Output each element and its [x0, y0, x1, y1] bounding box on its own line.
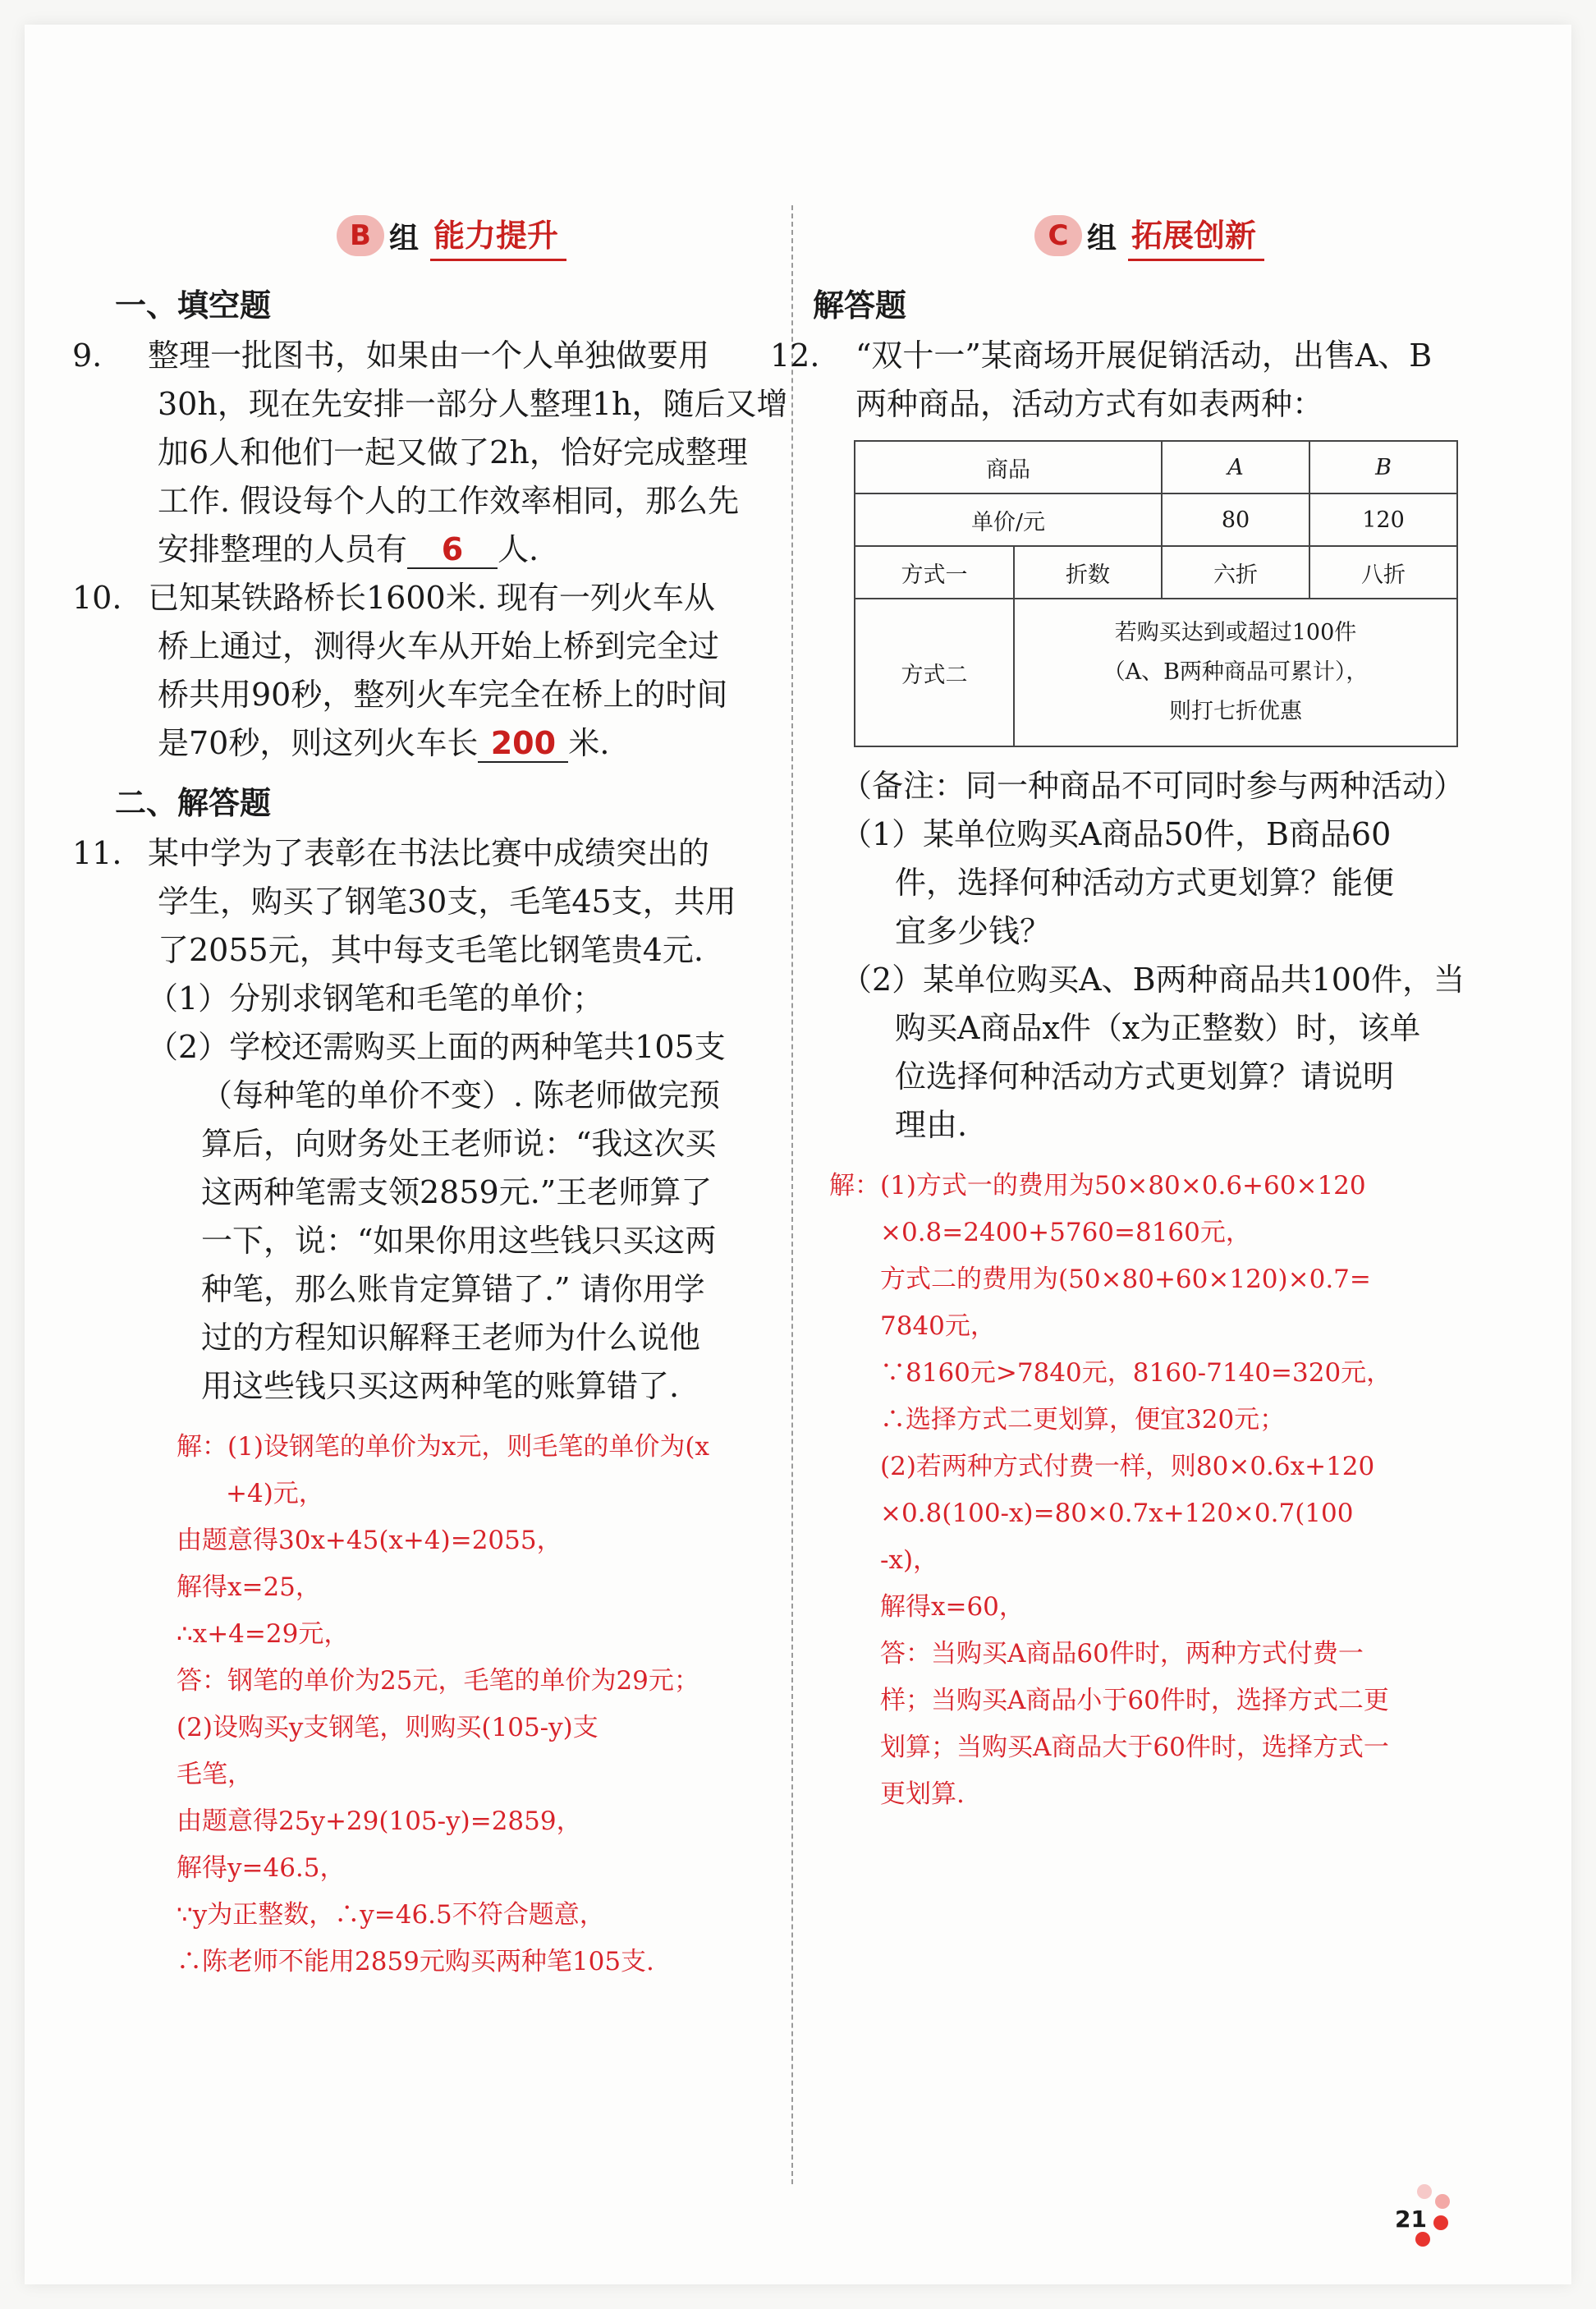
solution-line: 7840元， [880, 1311, 996, 1341]
table-header-goods: 商品 [855, 441, 1162, 493]
solution-line: 划算；当购买A商品大于60件时，选择方式一 [880, 1733, 1389, 1762]
solution-line: (2)若两种方式付费一样，则80×0.6x+120 [880, 1452, 1375, 1481]
question-11 [72, 829, 788, 1411]
promotion-table [854, 440, 1458, 747]
solution-line: 解：(1)方式一的费用为50×80×0.6+60×120 [829, 1171, 1366, 1200]
solution-line: ∴陈老师不能用2859元购买两种笔105支. [177, 1947, 654, 1976]
solution-line: 毛笔， [177, 1760, 253, 1789]
solution-line: 由题意得30x+45(x+4)=2055， [177, 1526, 562, 1555]
table-price-label: 单价/元 [855, 493, 1162, 546]
table-method2-line1: 若购买达到或超过100件 [1114, 620, 1357, 645]
table-method1-b: 八折 [1309, 546, 1457, 599]
q11-sub2-line: 一下，说：“如果你用这些钱只买这两 [201, 1223, 717, 1259]
table-method2-label: 方式二 [855, 599, 1014, 746]
q12-solution [813, 1163, 1486, 1818]
question-9 [72, 332, 788, 574]
q11-sub2-line: （2）学校还需购买上面的两种笔共105支 [147, 1029, 726, 1065]
table-method2-line3: 则打七折优惠 [1169, 699, 1302, 724]
q11-sub2-line: 过的方程知识解释王老师为什么说他 [201, 1320, 701, 1356]
q9-line3: 加6人和他们一起又做了2h，恰好完成整理 [158, 434, 748, 471]
solution-line: 解得y=46.5， [177, 1853, 346, 1883]
solution-line: 答：当购买A商品60件时，两种方式付费一 [880, 1639, 1364, 1669]
solution-line: ∴x+4=29元， [177, 1619, 350, 1649]
q10-line2: 桥上通过，测得火车从开始上桥到完全过 [158, 628, 720, 664]
q10-answer-blank: 200 [478, 725, 568, 763]
solution-line: +4)元， [226, 1479, 324, 1508]
solution-line: 由题意得25y+29(105-y)=2859， [177, 1806, 582, 1836]
solution-line: 解得x=25， [177, 1572, 321, 1602]
q11-sub2-line: 用这些钱只买这两种笔的账算错了. [201, 1368, 680, 1404]
solution-line: 解得x=60， [880, 1592, 1025, 1622]
group-b-title [115, 209, 788, 262]
solution-line: 方式二的费用为(50×80+60×120)×0.7= [880, 1265, 1371, 1294]
decor-dot-icon [1435, 2194, 1450, 2209]
section-solve: 二、解答题 [115, 785, 272, 821]
q12-number: 12. [770, 337, 820, 374]
decor-dot-icon [1415, 2232, 1430, 2247]
q11-sub2-line: 种笔，那么账肯定算错了.” 请你用学 [201, 1271, 705, 1307]
q9-number: 9. [72, 337, 103, 374]
q9-line5b: 人. [498, 531, 539, 567]
page-number: 21 [1395, 2206, 1427, 2233]
table-method2-line2: （A、B两种商品可累计）， [1103, 659, 1369, 685]
solution-line: (2)设购买y支钢笔，则购买(105-y)支 [177, 1713, 598, 1742]
q11-line1: 某中学为了表彰在书法比赛中成绩突出的 [148, 835, 710, 871]
table-header-b: B [1309, 441, 1457, 493]
solution-line: ∵8160元>7840元，8160-7140=320元， [880, 1358, 1392, 1388]
group-b-name: 能力提升 [430, 210, 566, 261]
solution-line: ∴选择方式二更划算，便宜320元； [880, 1405, 1286, 1435]
q11-solution [115, 1424, 788, 1985]
q9-answer-blank: 6 [407, 531, 498, 569]
solution-line: ×0.8(100-x)=80×0.7x+120×0.7(100 [880, 1499, 1354, 1528]
q12-sub2-line: 购买A商品x件（x为正整数）时，该单 [895, 1010, 1421, 1046]
q10-line4a: 是70秒，则这列火车长 [158, 725, 479, 761]
table-method2-desc [1014, 599, 1457, 746]
section-fill-blank: 一、填空题 [115, 287, 272, 324]
solution-line: 更划算. [880, 1779, 965, 1809]
question-12 [770, 332, 1486, 1150]
section-solve-c: 解答题 [813, 287, 907, 324]
table-price-b: 120 [1309, 493, 1457, 546]
q12-line2: 两种商品，活动方式有如表两种： [855, 386, 1324, 422]
table-method1-a: 六折 [1162, 546, 1309, 599]
q10-number: 10. [72, 580, 122, 616]
solution-line: ×0.8=2400+5760=8160元， [880, 1218, 1251, 1247]
q11-line3: 了2055元，其中每支毛笔比钢笔贵4元. [158, 932, 704, 968]
q12-sub1-line: 件，选择何种活动方式更划算？能便 [895, 865, 1395, 901]
table-header-a: A [1162, 441, 1309, 493]
q12-line1: “双十一”某商场开展促销活动，出售A、B [855, 337, 1433, 374]
q11-sub2-line: 这两种笔需支领2859元.”王老师算了 [201, 1174, 713, 1210]
decor-dot-icon [1433, 2215, 1448, 2230]
q12-sub1-line: 宜多少钱？ [895, 913, 1052, 949]
decor-dot-icon [1417, 2184, 1432, 2199]
q11-line2: 学生，购买了钢笔30支，毛笔45支，共用 [158, 884, 736, 920]
group-c-name: 拓展创新 [1128, 210, 1264, 261]
q10-line1: 已知某铁路桥长1600米. 现有一列火车从 [148, 580, 715, 616]
table-price-a: 80 [1162, 493, 1309, 546]
solution-line: ∵y为正整数，∴y=46.5不符合题意， [177, 1900, 605, 1930]
table-method1-label: 方式一 [855, 546, 1014, 599]
q12-note: （备注：同一种商品不可同时参与两种活动） [841, 768, 1465, 804]
group-c-title [813, 209, 1486, 262]
q11-sub1: （1）分别求钢笔和毛笔的单价； [147, 980, 604, 1017]
q11-sub2-line: 算后，向财务处王老师说：“我这次买 [201, 1126, 717, 1162]
q11-sub2-line: （每种笔的单价不变）. 陈老师做完预 [201, 1077, 721, 1113]
group-b-badge: B [337, 215, 384, 256]
q10-line3: 桥共用90秒，整列火车完全在桥上的时间 [158, 677, 728, 713]
q11-number: 11. [72, 835, 122, 871]
q12-sub1-line: （1）某单位购买A商品50件，B商品60 [841, 816, 1392, 852]
right-column [770, 209, 1486, 1818]
q12-sub2-line: 理由. [895, 1107, 968, 1143]
solution-line: 样；当购买A商品小于60件时，选择方式二更 [880, 1686, 1389, 1715]
q9-line2: 30h，现在先安排一部分人整理1h，随后又增 [158, 386, 788, 422]
left-column [72, 209, 788, 1985]
q12-sub2-line: （2）某单位购买A、B两种商品共100件，当 [841, 962, 1465, 998]
group-c-badge: C [1034, 215, 1082, 256]
q12-sub2-line: 位选择何种活动方式更划算？请说明 [895, 1058, 1395, 1095]
question-10 [72, 574, 788, 768]
solution-line: -x)， [880, 1545, 939, 1575]
q10-line4b: 米. [568, 725, 610, 761]
solution-line: 解：(1)设钢笔的单价为x元，则毛笔的单价为(x [177, 1432, 709, 1462]
workbook-page [25, 25, 1571, 2284]
q9-line4: 工作. 假设每个人的工作效率相同，那么先 [158, 483, 740, 519]
solution-line: 答：钢笔的单价为25元，毛笔的单价为29元； [177, 1666, 699, 1696]
group-c-zu: 组 [1086, 221, 1117, 255]
table-method1-sub: 折数 [1014, 546, 1162, 599]
q9-line5a: 安排整理的人员有 [158, 531, 408, 567]
q9-line1: 整理一批图书，如果由一个人单独做要用 [148, 337, 710, 374]
group-b-zu: 组 [388, 221, 419, 255]
column-divider [791, 205, 793, 2184]
